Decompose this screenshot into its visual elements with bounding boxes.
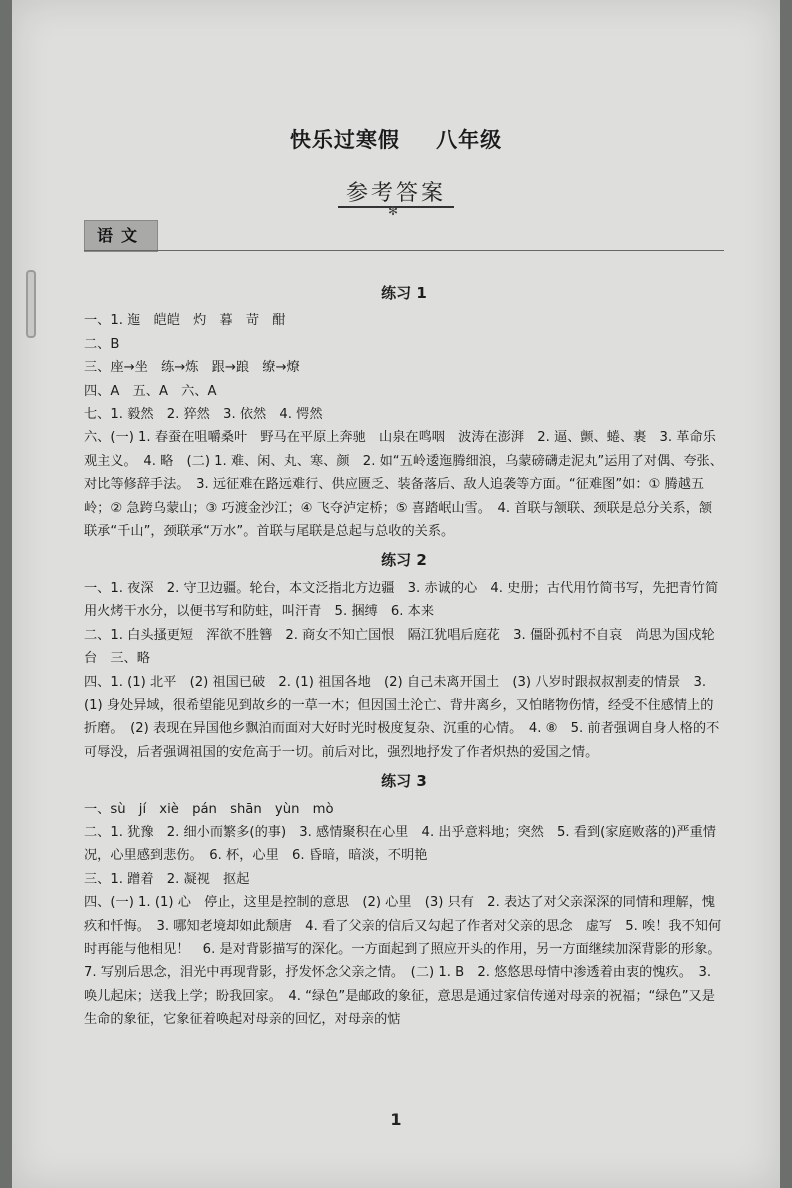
title-right: 八年级 (436, 128, 503, 152)
answer-paragraph: 四、(一) 1. (1) 心 停止，这里是控制的意思 (2) 心里 (3) 只有 2. 表达了对父亲深深的同情和理解，愧疚和忏悔。 3. 哪知老境却如此颓唐 4. 看了父亲的信后又勾起了作者对父亲的思念 虚写 5. 唉！我不知何时再能与他相见！ 6. 是对背影描写的深化。一方面起到了照应开头的作用，另一方面继续加深背影的形象。 7. 写别后思念，泪光中再现背影，抒发怀念父亲之情。 (二) 1. B 2. 悠悠思母情中渗透着由衷的愧疚。 3. 唤儿起床；送我上学；盼我回家。 4. “绿色”是邮政的象征，意思是通过家信传递对母亲的祝福；“绿色”又是生命的象征，它象征着唤起对母亲的回忆，对母亲的惦 (84, 895, 728, 1028)
exercise-title: 练习 2 (381, 551, 427, 570)
answer-page (12, 0, 780, 1188)
title-left: 快乐过寒假 (289, 128, 400, 152)
answer-line: 二、B (84, 336, 120, 352)
answer-paragraph: 六、(一) 1. 春蚕在咀嚼桑叶 野马在平原上奔驰 山泉在鸣咽 波涛在澎湃 2. 逼、颤、蜷、裹 3. 革命乐观主义。 4. 略 (二) 1. 难、闲、丸、寒、颜 2. 如“五岭逶迤腾细浪，乌蒙磅礴走泥丸”运用了对偶、夸张、对比等修辞手法。 3. 远征难在路远难行、供应匮乏、装备落后、敌人追袭等方面。“征难图”如：① 腾越五岭；② 急跨乌蒙山；③ 巧渡金沙江；④ 飞夺泸定桥；⑤ 喜踏岷山雪。 4. 首联与颔联、颈联是总分关系，颔联承“千山”，颈联承“万水”。首联与尾联是总起与总收的关系。 (84, 430, 723, 540)
answer-line: 四、A 五、A 六、A (84, 383, 217, 399)
answer-paragraph: 四、1. (1) 北平 (2) 祖国已破 2. (1) 祖国各地 (2) 自己未离开国土 (3) 八岁时跟叔叔割麦的情景 3. (1) 身处异域，很希望能见到故乡的一草一木；但因国土沦亡、背井离乡，又怕睹物伤情，经受不住感情上的折磨。 (2) 表现在异国他乡飘泊而面对大好时光时极度复杂、沉重的心情。 4. ⑧ 5. 前者强调自身人格的不可辱没，后者强调祖国的安危高于一切。前后对比，强烈地抒发了作者炽热的爱国之情。 (84, 674, 720, 760)
exercise-title: 练习 1 (381, 284, 427, 302)
answer-content (84, 276, 728, 1032)
ornament-divider (338, 206, 454, 222)
answer-paragraph: 一、1. 夜深 2. 守卫边疆。轮台，本文泛指北方边疆 3. 赤诚的心 4. 史册；古代用竹简书写，先把青竹简用火烤干水分，以便书写和防蛀，叫汗青 5. 捆缚 6. 本来 (84, 580, 719, 620)
answer-paragraph: 二、1. 白头搔更短 浑欲不胜簪 2. 商女不知亡国恨 隔江犹唱后庭花 3. 僵卧孤村不自哀 尚思为国戍轮台 三、略 (84, 627, 715, 667)
section-label: 语文 (84, 220, 158, 252)
answer-line: 三、1. 蹭着 2. 凝视 抠起 (84, 871, 250, 887)
answer-paragraph: 二、1. 犹豫 2. 细小而繁多(的事) 3. 感情聚积在心里 4. 出乎意料地；突然 5. 看到(家庭败落的)严重情况，心里感到悲伤。 6. 杯，心里 6. 昏暗，暗淡，不明艳 (84, 824, 716, 864)
section-rule (84, 250, 724, 251)
answer-line: 七、1. 毅然 2. 猝然 3. 依然 4. 愕然 (84, 407, 323, 423)
exercise-title: 练习 3 (381, 772, 427, 791)
answer-line: 一、sù jí xiè pán shān yùn mò (84, 801, 334, 817)
answer-line: 三、座→坐 练→炼 跟→踉 缭→燎 (84, 360, 300, 376)
page-title (12, 124, 780, 154)
staple (26, 270, 36, 338)
page-number: 1 (390, 1110, 402, 1129)
answers-heading: 参考答案 (345, 181, 446, 206)
answer-line: 一、1. 迤 皑皑 灼 暮 苛 酣 (84, 313, 286, 329)
